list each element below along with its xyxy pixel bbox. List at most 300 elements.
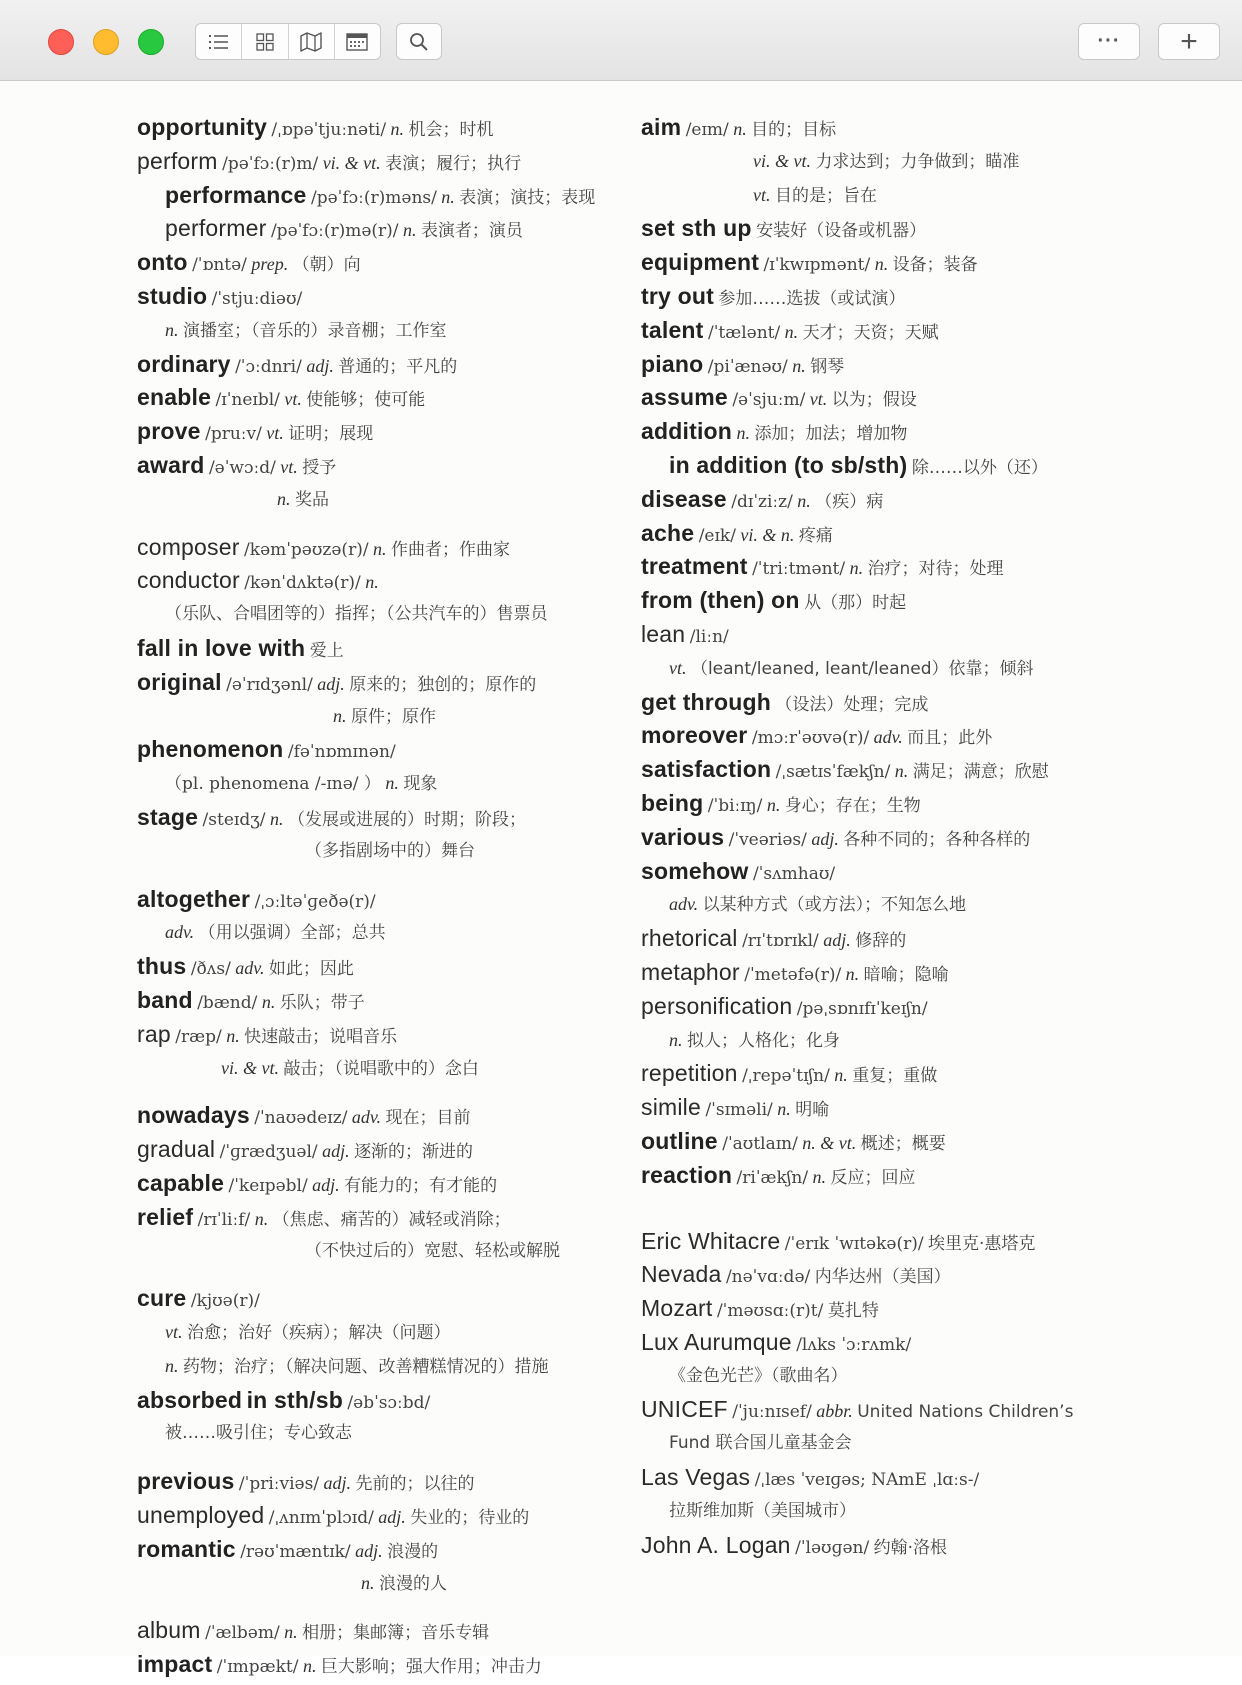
definition: 治疗；对待；处理 — [867, 559, 1004, 580]
headword: relief — [137, 1203, 194, 1230]
headword: talent — [641, 316, 704, 343]
part-of-speech: n. — [385, 773, 399, 794]
headword: award — [137, 451, 205, 478]
vocab-entry-continuation — [641, 888, 1121, 922]
definition: 概述；概要 — [860, 1133, 946, 1154]
definition: 表演者；演员 — [420, 221, 523, 242]
headword: Nevada — [641, 1261, 722, 1288]
vocab-entry-continuation — [137, 916, 617, 950]
pronunciation: /ɪˈneɪbl/ — [215, 390, 280, 411]
definition: 明喻 — [795, 1100, 830, 1121]
pronunciation: /ˈɒntə/ — [192, 255, 247, 276]
vocab-entry — [641, 1326, 1121, 1360]
vocab-entry — [641, 449, 1121, 483]
definition: 重复；重做 — [852, 1066, 938, 1087]
definition: 修辞的 — [855, 931, 907, 952]
vocab-entry — [137, 1018, 617, 1052]
pronunciation: /ˈtælənt/ — [708, 322, 781, 343]
headword: in addition (to sb/sth) — [669, 451, 908, 478]
spacer — [137, 1600, 617, 1614]
plus-icon: + — [1180, 24, 1198, 58]
headword: ordinary — [137, 350, 231, 377]
headword: romantic — [137, 1535, 236, 1562]
zoom-button[interactable] — [138, 29, 164, 55]
vocab-entry — [641, 415, 1121, 449]
headword: from (then) on — [641, 587, 800, 614]
vocabulary-column-left — [137, 111, 617, 1682]
headword: altogether — [137, 885, 251, 912]
headword: stage — [137, 803, 199, 830]
part-of-speech: adv. — [165, 922, 195, 943]
definition: 添加；加法；增加物 — [754, 424, 908, 445]
definition: 浪漫的 — [387, 1541, 439, 1562]
vocab-entry-continuation — [641, 1360, 1121, 1394]
vocabulary-column-right — [641, 111, 1121, 1562]
pronunciation: /ˌɒpəˈtjuːnəti/ — [271, 120, 387, 140]
vocab-entry-continuation — [137, 1350, 617, 1384]
part-of-speech: n. — [165, 1355, 179, 1376]
vocab-entry — [641, 314, 1121, 348]
definition: （疾）病 — [815, 491, 884, 512]
headword: Mozart — [641, 1295, 713, 1322]
vocab-entry — [641, 348, 1121, 382]
vocab-entry — [137, 145, 617, 179]
headword: set sth up — [641, 215, 752, 242]
headword: perform — [137, 147, 218, 174]
definition: 天才；天资；天赋 — [802, 322, 939, 343]
close-button[interactable] — [48, 29, 74, 55]
vocab-entry — [641, 990, 1121, 1024]
definition: （leant/leaned, leant/leaned）依靠；倾斜 — [690, 658, 1034, 679]
vocab-entry — [641, 1461, 1121, 1495]
definition: 快速敲击；说唱音乐 — [244, 1026, 398, 1047]
headword: simile — [641, 1094, 701, 1121]
minimize-button[interactable] — [93, 29, 119, 55]
headword: equipment — [641, 249, 760, 276]
part-of-speech: n. — [784, 321, 799, 342]
headword: UNICEF — [641, 1396, 728, 1423]
part-of-speech: vt. — [809, 389, 828, 410]
vocab-entry-continuation — [641, 652, 1121, 686]
part-of-speech: n. — [874, 254, 889, 275]
part-of-speech: adj. — [378, 1507, 406, 1528]
pronunciation: /pruːv/ — [205, 424, 262, 445]
part-of-speech: n. — [812, 1166, 827, 1187]
definition: 安装好（设备或机器） — [756, 221, 927, 242]
vocab-entry — [137, 1167, 617, 1201]
pronunciation: /ˌsætɪsˈfækʃn/ — [775, 762, 891, 783]
pronunciation: /mɔːrˈəʊvə(r)/ — [751, 728, 870, 749]
spacer — [137, 1451, 617, 1465]
definition: 内华达州（美国） — [814, 1267, 951, 1288]
definition: 奖品 — [294, 489, 329, 510]
headword: cure — [137, 1285, 187, 1312]
vocab-entry — [137, 212, 617, 246]
vocab-entry-continuation — [137, 700, 617, 734]
definition: （设法）处理；完成 — [775, 694, 929, 715]
part-of-speech: adv. — [351, 1107, 382, 1128]
headword: metaphor — [641, 958, 740, 985]
pronunciation: /ˈerɪk ˈwɪtəkə(r)/ — [784, 1233, 924, 1254]
headword: treatment — [641, 553, 748, 580]
headword: prove — [137, 418, 201, 445]
vocab-entry — [641, 584, 1121, 618]
vocab-entry — [641, 821, 1121, 855]
vocab-entry — [137, 179, 617, 213]
headword: assume — [641, 384, 728, 411]
vocab-entry-continuation — [137, 598, 617, 632]
definition: 目的是；旨在 — [774, 185, 877, 206]
part-of-speech: adv. — [235, 958, 265, 979]
definition: 逐渐的；渐进的 — [354, 1142, 474, 1163]
pronunciation: /pəˈfɔː(r)mə(r)/ — [270, 221, 399, 242]
headword: rhetorical — [641, 925, 738, 952]
headword: satisfaction — [641, 756, 772, 783]
vocab-entry — [641, 686, 1121, 720]
vocab-entry — [641, 956, 1121, 990]
headword: opportunity — [137, 114, 267, 140]
definition: 乐队；带子 — [279, 992, 365, 1013]
part-of-speech: adj. — [322, 1141, 350, 1162]
definition: 如此；因此 — [268, 959, 354, 980]
vocab-entry — [641, 719, 1121, 753]
definition: 反应；回应 — [830, 1167, 916, 1188]
vocab-entry — [137, 1465, 617, 1499]
part-of-speech: adv. — [873, 727, 903, 748]
pronunciation: /ˈtriːtmənt/ — [752, 559, 846, 580]
pronunciation: /ˈɔːdnri/ — [235, 356, 302, 377]
pronunciation: /ˈpriːviəs/ — [238, 1474, 320, 1495]
headword: conductor — [137, 567, 240, 594]
vocab-entry — [641, 618, 1121, 652]
part-of-speech: n. — [277, 488, 291, 509]
calendar-view-button[interactable] — [335, 24, 380, 59]
part-of-speech: adv. — [669, 894, 699, 915]
part-of-speech: adj. — [317, 673, 345, 694]
definition: 机会；时机 — [408, 120, 494, 140]
headword: thus — [137, 953, 187, 980]
part-of-speech: prep. — [251, 254, 289, 275]
definition: 约翰·洛根 — [873, 1537, 948, 1558]
pronunciation: /pəˈfɔː(r)məns/ — [310, 187, 437, 208]
part-of-speech: n. — [777, 1099, 791, 1120]
pronunciation: /əˈwɔːd/ — [208, 457, 276, 478]
vocab-entry — [137, 632, 617, 666]
pronunciation: /kənˈdʌktə(r)/ — [244, 573, 361, 594]
headword: enable — [137, 384, 212, 411]
headword: Eric Whitacre — [641, 1227, 781, 1254]
pronunciation: /ræp/ — [175, 1026, 222, 1047]
definition: 力求达到；力争做到；瞄准 — [815, 151, 1020, 172]
definition: 作曲者；作曲家 — [390, 539, 510, 560]
vocab-entry — [641, 787, 1121, 821]
vocab-entry — [137, 733, 617, 767]
definition: 拉斯维加斯（美国城市） — [669, 1500, 856, 1521]
vocab-entry — [137, 348, 617, 382]
more-icon: ··· — [1097, 30, 1121, 52]
pronunciation: /ˈɡrædʒuəl/ — [219, 1142, 318, 1163]
definition: 使能够；使可能 — [306, 390, 426, 411]
vocab-entry — [641, 517, 1121, 551]
pronunciation: /ˌlæs ˈveɪɡəs; NAmE ˌlɑːs-/ — [754, 1470, 980, 1491]
part-of-speech: n. — [361, 1572, 375, 1593]
part-of-speech: vt. — [165, 1322, 183, 1343]
pronunciation: /ˈaʊtlaɪn/ — [722, 1133, 798, 1154]
definition: 表演；演技；表现 — [459, 187, 596, 208]
pronunciation: /steɪdʒ/ — [202, 809, 266, 830]
pronunciation: /ˈmetəfə(r)/ — [744, 964, 842, 985]
headword: gradual — [137, 1136, 216, 1163]
vocab-entry — [137, 111, 617, 145]
headword: piano — [641, 350, 704, 377]
vocab-entry — [641, 1393, 1121, 1427]
map-view-button[interactable] — [289, 24, 335, 59]
definition: 疼痛 — [798, 525, 833, 546]
pronunciation: /ˈməʊsɑː(r)t/ — [716, 1301, 824, 1322]
definition: 治愈；治好（疾病）；解决（问题） — [186, 1323, 451, 1344]
definition: （多指剧场中的）舞台 — [305, 840, 475, 861]
vocab-entry — [137, 1282, 617, 1316]
vocab-entry — [137, 1499, 617, 1533]
pronunciation: /fəˈnɒmɪnən/ — [287, 742, 396, 763]
vocab-entry-continuation — [137, 314, 617, 348]
search-button[interactable] — [396, 23, 442, 60]
definition: （焦虑、痛苦的）减轻或消除； — [272, 1209, 511, 1230]
add-button[interactable] — [1158, 23, 1220, 60]
vocab-entry — [641, 483, 1121, 517]
part-of-speech: n. — [390, 119, 405, 139]
vocab-entry — [641, 753, 1121, 787]
part-of-speech: n. — [333, 705, 347, 726]
vocab-entry — [137, 1201, 617, 1235]
vocab-entry — [641, 1091, 1121, 1125]
vocab-entry-continuation — [641, 145, 1121, 179]
vocab-entry — [641, 1258, 1121, 1292]
search-icon — [409, 32, 429, 52]
pronunciation: （pl. phenomena /-ɪnə/ ） — [165, 774, 381, 795]
vocab-entry — [137, 531, 617, 565]
headword: band — [137, 986, 193, 1013]
headword: ache — [641, 519, 695, 546]
definition: 除……以外（还） — [911, 457, 1048, 478]
pronunciation: /liːn/ — [689, 626, 729, 647]
definition: （朝）向 — [292, 255, 361, 276]
definition: 《金色光芒》（歌曲名） — [669, 1365, 848, 1386]
definition: （乐队、合唱团等的）指挥；（公共汽车的）售票员 — [165, 604, 548, 625]
part-of-speech: abbr. — [816, 1401, 853, 1422]
definition: 满足；满意；欣慰 — [912, 762, 1049, 783]
headword: addition — [641, 418, 733, 445]
grid-view-button[interactable] — [242, 24, 288, 59]
part-of-speech: vt. — [266, 423, 284, 444]
part-of-speech: n. — [766, 794, 781, 815]
definition: 钢琴 — [810, 356, 845, 377]
headword: outline — [641, 1127, 718, 1154]
vocab-entry — [641, 246, 1121, 280]
definition: 身心；存在；生物 — [784, 795, 921, 816]
vocab-entry — [137, 1533, 617, 1567]
part-of-speech: n. — [254, 1208, 269, 1229]
vocab-entry — [641, 1529, 1121, 1563]
part-of-speech: adj. — [823, 930, 851, 951]
part-of-speech: vt. — [280, 456, 298, 477]
definition: 莫扎特 — [827, 1301, 879, 1322]
headword: rap — [137, 1020, 171, 1047]
pronunciation: /eɪk/ — [698, 525, 736, 546]
pronunciation: /ˌʌnɪmˈplɔɪd/ — [268, 1508, 374, 1529]
pronunciation: /ˈsʌmhaʊ/ — [752, 863, 836, 884]
headword: fall in love with — [137, 634, 306, 661]
headword: moreover — [641, 722, 748, 749]
vocab-entry — [641, 1159, 1121, 1193]
pronunciation: /ɪˈkwɪpmənt/ — [763, 255, 871, 276]
headword: being — [641, 789, 704, 816]
pronunciation: /dɪˈziːz/ — [731, 491, 793, 512]
spacer — [137, 869, 617, 883]
vocab-entry-continuation — [641, 1427, 1121, 1461]
part-of-speech: adj. — [811, 828, 839, 849]
headword: previous — [137, 1468, 235, 1495]
part-of-speech: n. — [226, 1025, 240, 1046]
vocab-entry-continuation — [641, 1024, 1121, 1058]
headword: lean — [641, 620, 686, 647]
spacer — [641, 1193, 1121, 1225]
part-of-speech: vi. & vt. — [322, 152, 381, 173]
part-of-speech: n. — [165, 319, 179, 340]
pronunciation: /ˈnaʊədeɪz/ — [254, 1108, 348, 1129]
part-of-speech: n. — [736, 423, 750, 444]
part-of-speech: n. — [792, 355, 806, 376]
pronunciation: /pəˈfɔː(r)m/ — [222, 153, 319, 174]
headword: try out — [641, 282, 714, 309]
vocab-entry — [641, 280, 1121, 314]
vocab-entry — [641, 381, 1121, 415]
headword: Las Vegas — [641, 1464, 751, 1491]
headword: performer — [165, 215, 267, 242]
pronunciation: /əˈsjuːm/ — [732, 390, 806, 411]
pronunciation: /rɪˈtɒrɪkl/ — [742, 931, 819, 952]
part-of-speech: n. — [261, 991, 276, 1012]
vocab-entry — [137, 883, 617, 917]
pronunciation: /ðʌs/ — [190, 959, 231, 980]
pronunciation: /ˈləʊɡən/ — [795, 1537, 870, 1558]
phrase-extension: in sth/sb — [246, 1386, 343, 1413]
list-view-button[interactable] — [196, 24, 242, 59]
vocab-entry-continuation — [137, 1567, 617, 1601]
vocab-entry — [641, 922, 1121, 956]
definition: 敲击；（说唱歌中的）念白 — [283, 1058, 479, 1079]
definition: 巨大影响；强大作用；冲击力 — [320, 1657, 542, 1678]
definition: 爱上 — [309, 640, 344, 661]
pronunciation: /rɪˈliːf/ — [197, 1209, 251, 1230]
definition: 拟人；人格化；化身 — [686, 1030, 840, 1051]
pronunciation: /bænd/ — [197, 992, 258, 1013]
pronunciation: /ˈbiːɪŋ/ — [707, 795, 763, 816]
pronunciation: /ˈælbəm/ — [205, 1623, 280, 1644]
definition: 失业的；待业的 — [410, 1508, 530, 1529]
definition: 相册；集邮簿；音乐专辑 — [302, 1623, 490, 1644]
vocab-entry — [137, 1099, 617, 1133]
pronunciation: /ˈsɪməli/ — [705, 1100, 773, 1121]
definition: Fund 联合国儿童基金会 — [669, 1433, 852, 1454]
vocab-entry — [137, 984, 617, 1018]
more-options-button[interactable] — [1078, 23, 1140, 60]
pronunciation: /eɪm/ — [685, 120, 729, 140]
part-of-speech: vt. — [669, 657, 687, 678]
definition: 被……吸引住；专心致志 — [165, 1423, 352, 1444]
definition: 各种不同的；各种各样的 — [843, 829, 1031, 850]
definition: 原件；原作 — [350, 706, 436, 727]
definition: United Nations Children’s — [857, 1402, 1074, 1423]
vocab-entry-continuation — [137, 1052, 617, 1086]
headword: impact — [137, 1651, 213, 1678]
headword: capable — [137, 1169, 225, 1196]
headword: absorbed — [137, 1386, 243, 1413]
pronunciation: /rəʊˈmæntɪk/ — [240, 1541, 351, 1562]
part-of-speech: n. — [402, 220, 417, 241]
vocab-entry-continuation — [137, 835, 617, 869]
headword: reaction — [641, 1161, 733, 1188]
part-of-speech: n. — [270, 808, 284, 829]
pronunciation: /ˈɪmpækt/ — [216, 1657, 299, 1678]
part-of-speech: adj. — [312, 1174, 340, 1195]
definition: 埃里克·惠塔克 — [928, 1233, 1036, 1254]
pronunciation: /kjʊə(r)/ — [190, 1291, 260, 1312]
headword: composer — [137, 533, 240, 560]
vocab-entry — [137, 666, 617, 700]
calendar-view-icon — [346, 33, 368, 51]
part-of-speech: vi. & n. — [740, 524, 795, 545]
list-view-icon — [209, 34, 229, 50]
part-of-speech: n. — [797, 490, 811, 511]
vocab-entry — [137, 1384, 617, 1418]
vocab-entry — [137, 801, 617, 835]
definition: 药物；治疗；（解决问题、改善糟糕情况的）措施 — [182, 1356, 549, 1377]
headword: various — [641, 823, 725, 850]
pronunciation: /pəˌsɒnɪfɪˈkeɪʃn/ — [796, 998, 928, 1019]
vocab-entry — [137, 950, 617, 984]
headword: personification — [641, 992, 793, 1019]
vocab-entry — [641, 1125, 1121, 1159]
pronunciation: /ˈkeɪpəbl/ — [228, 1175, 308, 1196]
pronunciation: /ˈjuːnɪsef/ — [732, 1402, 812, 1423]
vocab-entry-continuation — [641, 1495, 1121, 1529]
vocab-entry — [641, 1057, 1121, 1091]
definition: 有能力的；有才能的 — [344, 1175, 498, 1196]
vocab-entry — [137, 415, 617, 449]
headword: onto — [137, 249, 188, 276]
pronunciation: /əˈrɪdʒənl/ — [226, 674, 313, 695]
headword: disease — [641, 485, 727, 512]
vocab-entry — [641, 111, 1121, 145]
vocab-entry — [137, 1648, 617, 1682]
vocab-entry — [641, 550, 1121, 584]
spacer — [137, 517, 617, 531]
definition: 证明；展现 — [288, 424, 374, 445]
pronunciation: /riˈækʃn/ — [736, 1167, 809, 1188]
definition: 授予 — [302, 457, 337, 478]
pronunciation: /əbˈsɔːbd/ — [347, 1392, 431, 1413]
headword: album — [137, 1617, 201, 1644]
vocab-entry — [137, 449, 617, 483]
vocab-entry — [137, 564, 617, 598]
headword: repetition — [641, 1060, 738, 1087]
definition: 参加……选拔（或试演） — [718, 288, 906, 309]
headword: studio — [137, 282, 208, 309]
definition: 现在；目前 — [385, 1108, 471, 1129]
part-of-speech: n. — [669, 1029, 683, 1050]
definition: 以为；假设 — [831, 390, 917, 411]
